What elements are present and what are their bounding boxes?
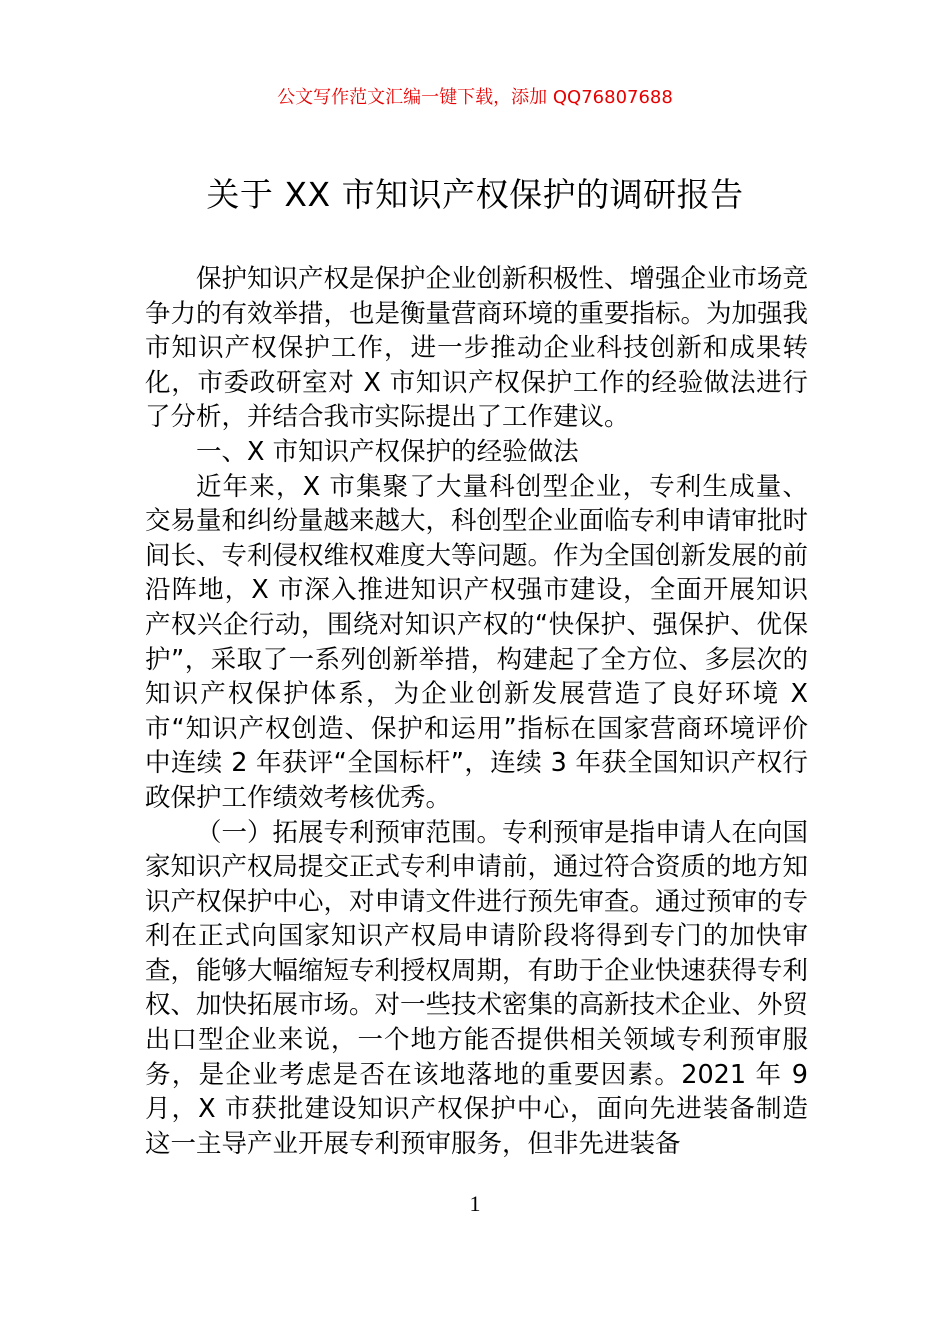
subsection-paragraph: （一）拓展专利预审范围。专利预审是指申请人在向国家知识产权局提交正式专利申请前，通过符合资质的地方知识产权保护中心，对申请文件进行预先审查。通过预审的专利在正式向国家知识产权局申请阶段将得到专门的加快审查，能够大幅缩短专利授权周期，有助于企业快速获得专利权、加快拓展市场。对一些技术密集的高新技术企业、外贸出口型企业来说，一个地方能否提供相关领域专利预审服务，是企业考虑是否在该地落地的重要因素。2021 年 9 月，X 市获批建设知识产权保护中心，面向先进装备制造这一主导产业开展专利预审服务，但非先进装备: [145, 817, 809, 1159]
document-body: [145, 262, 808, 1161]
section-paragraph: 近年来，X 市集聚了大量科创型企业，专利生成量、交易量和纠纷量越来越大，科创型企业面临专利申请审批时间长、专利侵权维权难度大等问题。作为全国创新发展的前沿阵地，X 市深入推进知识产权强市建设，全面开展知识产权兴企行动，围绕对知识产权的“快保护、强保护、优保护”，采取了一系列创新举措，构建起了全方位、多层次的知识产权保护体系，为企业创新发展营造了良好环境 X 市“知识产权创造、保护和运用”指标在国家营商环境评价中连续 2 年获评“全国标杆”，连续 3 年获全国知识产权行政保护工作绩效考核优秀。: [145, 471, 809, 813]
intro-paragraph: 保护知识产权是保护企业创新积极性、增强企业市场竞争力的有效举措，也是衡量营商环境的重要指标。为加强我市知识产权保护工作，进一步推动企业科技创新和成果转化，市委政研室对 X 市知识产权保护工作的经验做法进行了分析，并结合我市实际提出了工作建议。: [145, 264, 809, 433]
page-number: 1: [469, 1191, 481, 1216]
download-promo-note: 公文写作范文汇编一键下载，添加 QQ76807688: [277, 87, 673, 108]
document-title: 关于 XX 市知识产权保护的调研报告: [206, 175, 744, 214]
section-heading: 一、X 市知识产权保护的经验做法: [196, 436, 579, 467]
